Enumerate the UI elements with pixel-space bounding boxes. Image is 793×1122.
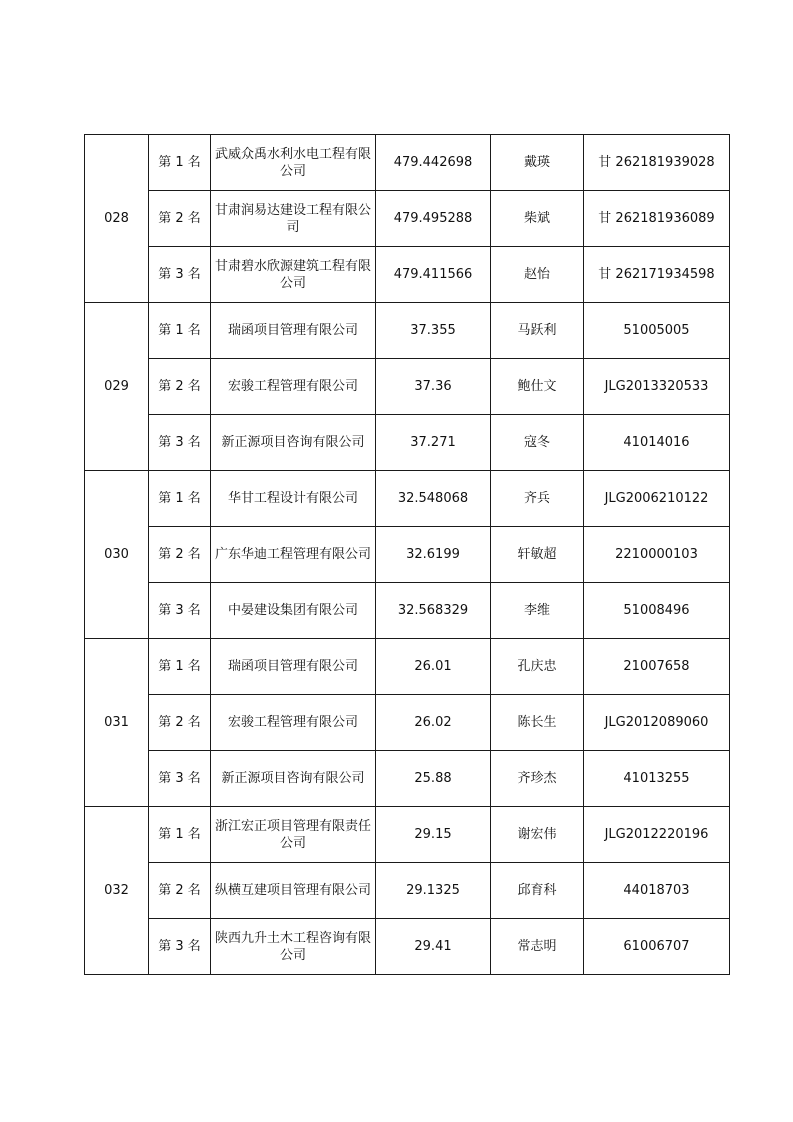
- group-id-cell: 031: [85, 639, 149, 807]
- person-cell: 鲍仕文: [491, 359, 584, 415]
- rank-cell: 第 2 名: [149, 359, 211, 415]
- rank-cell: 第 1 名: [149, 303, 211, 359]
- rank-cell: 第 3 名: [149, 919, 211, 975]
- table-row: [85, 807, 730, 863]
- rank-cell: 第 1 名: [149, 135, 211, 191]
- score-cell: 479.495288: [376, 191, 491, 247]
- bid-results-table: [84, 134, 730, 975]
- table-row: [85, 639, 730, 695]
- person-cell: 谢宏伟: [491, 807, 584, 863]
- rank-cell: 第 2 名: [149, 527, 211, 583]
- score-cell: 479.442698: [376, 135, 491, 191]
- company-cell: 瑞函项目管理有限公司: [211, 639, 376, 695]
- person-cell: 齐兵: [491, 471, 584, 527]
- person-cell: 邱育科: [491, 863, 584, 919]
- certificate-cell: 51008496: [584, 583, 730, 639]
- table-row: [85, 751, 730, 807]
- score-cell: 29.15: [376, 807, 491, 863]
- table-row: [85, 191, 730, 247]
- group-id-cell: 029: [85, 303, 149, 471]
- certificate-cell: JLG2012089060: [584, 695, 730, 751]
- company-cell: 宏骏工程管理有限公司: [211, 695, 376, 751]
- company-cell: 华甘工程设计有限公司: [211, 471, 376, 527]
- company-cell: 瑞函项目管理有限公司: [211, 303, 376, 359]
- certificate-cell: JLG2013320533: [584, 359, 730, 415]
- rank-cell: 第 3 名: [149, 415, 211, 471]
- rank-cell: 第 3 名: [149, 751, 211, 807]
- rank-cell: 第 1 名: [149, 471, 211, 527]
- person-cell: 齐珍杰: [491, 751, 584, 807]
- certificate-cell: 甘 262181936089: [584, 191, 730, 247]
- certificate-cell: 44018703: [584, 863, 730, 919]
- rank-cell: 第 1 名: [149, 639, 211, 695]
- rank-cell: 第 2 名: [149, 695, 211, 751]
- certificate-cell: 41014016: [584, 415, 730, 471]
- score-cell: 25.88: [376, 751, 491, 807]
- rank-cell: 第 2 名: [149, 863, 211, 919]
- score-cell: 37.271: [376, 415, 491, 471]
- rank-cell: 第 2 名: [149, 191, 211, 247]
- company-cell: 武威众禹水利水电工程有限公司: [211, 135, 376, 191]
- company-cell: 浙江宏正项目管理有限责任公司: [211, 807, 376, 863]
- score-cell: 29.1325: [376, 863, 491, 919]
- company-cell: 宏骏工程管理有限公司: [211, 359, 376, 415]
- certificate-cell: 61006707: [584, 919, 730, 975]
- certificate-cell: 41013255: [584, 751, 730, 807]
- person-cell: 轩敏超: [491, 527, 584, 583]
- table-row: [85, 527, 730, 583]
- table-row: [85, 415, 730, 471]
- certificate-cell: 甘 262171934598: [584, 247, 730, 303]
- score-cell: 479.411566: [376, 247, 491, 303]
- company-cell: 陕西九升土木工程咨询有限公司: [211, 919, 376, 975]
- person-cell: 李维: [491, 583, 584, 639]
- person-cell: 戴瑛: [491, 135, 584, 191]
- score-cell: 32.548068: [376, 471, 491, 527]
- person-cell: 柴斌: [491, 191, 584, 247]
- group-id-cell: 028: [85, 135, 149, 303]
- company-cell: 纵横互建项目管理有限公司: [211, 863, 376, 919]
- certificate-cell: JLG2012220196: [584, 807, 730, 863]
- certificate-cell: 2210000103: [584, 527, 730, 583]
- rank-cell: 第 3 名: [149, 583, 211, 639]
- company-cell: 甘肃润易达建设工程有限公司: [211, 191, 376, 247]
- table-row: [85, 359, 730, 415]
- table-row: [85, 695, 730, 751]
- person-cell: 马跃利: [491, 303, 584, 359]
- person-cell: 寇冬: [491, 415, 584, 471]
- person-cell: 赵怡: [491, 247, 584, 303]
- company-cell: 广东华迪工程管理有限公司: [211, 527, 376, 583]
- table-row: [85, 471, 730, 527]
- score-cell: 29.41: [376, 919, 491, 975]
- group-id-cell: 030: [85, 471, 149, 639]
- score-cell: 26.02: [376, 695, 491, 751]
- table-row: [85, 863, 730, 919]
- rank-cell: 第 3 名: [149, 247, 211, 303]
- company-cell: 中晏建设集团有限公司: [211, 583, 376, 639]
- company-cell: 新正源项目咨询有限公司: [211, 415, 376, 471]
- table-row: [85, 919, 730, 975]
- person-cell: 常志明: [491, 919, 584, 975]
- score-cell: 26.01: [376, 639, 491, 695]
- company-cell: 甘肃碧水欣源建筑工程有限公司: [211, 247, 376, 303]
- table-row: [85, 247, 730, 303]
- group-id-cell: 032: [85, 807, 149, 975]
- table-row: [85, 303, 730, 359]
- certificate-cell: 21007658: [584, 639, 730, 695]
- score-cell: 32.568329: [376, 583, 491, 639]
- table-body: [85, 135, 730, 975]
- score-cell: 37.355: [376, 303, 491, 359]
- table-row: [85, 583, 730, 639]
- certificate-cell: 51005005: [584, 303, 730, 359]
- company-cell: 新正源项目咨询有限公司: [211, 751, 376, 807]
- person-cell: 陈长生: [491, 695, 584, 751]
- certificate-cell: JLG2006210122: [584, 471, 730, 527]
- person-cell: 孔庆忠: [491, 639, 584, 695]
- rank-cell: 第 1 名: [149, 807, 211, 863]
- certificate-cell: 甘 262181939028: [584, 135, 730, 191]
- score-cell: 32.6199: [376, 527, 491, 583]
- table-row: [85, 135, 730, 191]
- score-cell: 37.36: [376, 359, 491, 415]
